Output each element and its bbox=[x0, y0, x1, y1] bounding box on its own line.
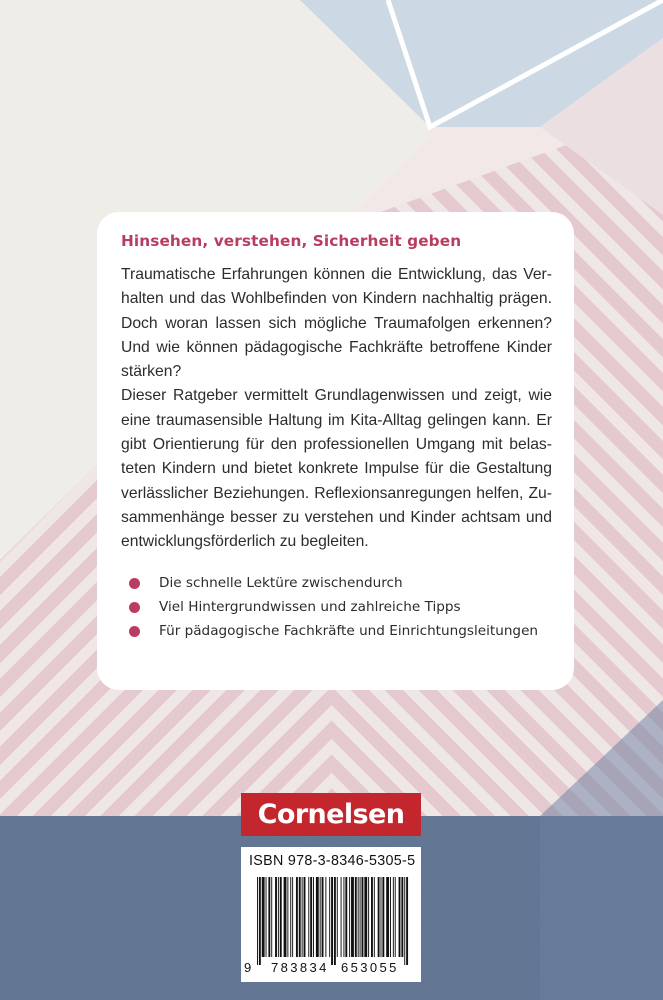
bullet-dot-icon bbox=[129, 626, 140, 637]
barcode-bar bbox=[378, 877, 380, 957]
barcode-bar bbox=[275, 877, 277, 957]
barcode-digits-left: 783834 bbox=[271, 960, 329, 975]
barcode-bar bbox=[368, 877, 369, 957]
barcode-bar bbox=[259, 877, 261, 965]
barcode-bar bbox=[364, 877, 367, 957]
barcode-bar bbox=[313, 877, 314, 957]
barcode-bar bbox=[325, 877, 326, 957]
barcode-digit-lead: 9 bbox=[244, 960, 252, 975]
barcode-bar bbox=[349, 877, 350, 957]
paragraph-2: Dieser Ratgeber vermittelt Grundlagenwissen und zeigt, wie eine traumasensible Haltung im Kita-Alltag gelingen kann. Er gibt Orientierung für den professionellen Umgang mit belasteten Kindern und bietet konkrete Impulse für die Gestaltung verlässlicher Beziehungen. Reflexionsanregungen helfen, Zusammenhänge besser zu verstehen und Kinder achtsam und entwicklungsförderlich zu begleiten. bbox=[121, 387, 552, 551]
barcode-bar bbox=[278, 877, 279, 957]
list-item-text: Für pädagogische Fachkräfte und Einrichtungsleitungen bbox=[159, 622, 539, 639]
barcode-bar bbox=[310, 877, 312, 957]
list-item bbox=[121, 572, 552, 594]
barcode-bar bbox=[401, 877, 403, 957]
bullet-dot-icon bbox=[129, 578, 140, 589]
barcode-bar bbox=[280, 877, 282, 957]
barcode-bar bbox=[404, 877, 405, 965]
barcode-bar bbox=[390, 877, 391, 957]
barcode-bar bbox=[262, 877, 265, 957]
card-body bbox=[121, 263, 552, 555]
barcode-bar bbox=[355, 877, 357, 957]
barcode-bar bbox=[316, 877, 319, 957]
isbn-label: ISBN 978-3-8346-5305-5 bbox=[249, 853, 416, 869]
barcode-bar bbox=[362, 877, 364, 957]
barcode-bar bbox=[308, 877, 309, 957]
barcode-bar bbox=[304, 877, 306, 957]
barcode-bar bbox=[287, 877, 288, 957]
barcode-bar bbox=[371, 877, 373, 957]
barcode-digits-right: 653055 bbox=[341, 960, 399, 975]
barcode-bar bbox=[329, 877, 330, 957]
barcode-bar bbox=[284, 877, 287, 957]
barcode-bar bbox=[345, 877, 347, 957]
barcode-bar bbox=[302, 877, 303, 957]
list-item-text: Die schnelle Lektüre zwischendurch bbox=[159, 574, 403, 591]
list-item bbox=[121, 620, 552, 642]
barcode-bar bbox=[299, 877, 301, 957]
isbn-barcode-box bbox=[241, 847, 421, 982]
barcode-bar bbox=[322, 877, 324, 957]
barcode-bar bbox=[358, 877, 359, 957]
barcode-bar bbox=[399, 877, 401, 957]
description-card bbox=[97, 212, 574, 690]
barcode-bar bbox=[290, 877, 291, 957]
barcode bbox=[257, 877, 409, 965]
barcode-bar bbox=[343, 877, 344, 957]
barcode-bar bbox=[337, 877, 338, 957]
barcode-bar bbox=[351, 877, 354, 957]
barcode-bar bbox=[374, 877, 375, 957]
list-item-text: Viel Hintergrundwissen und zahlreiche Tipps bbox=[159, 598, 461, 615]
barcode-bar bbox=[271, 877, 272, 957]
barcode-bar bbox=[395, 877, 396, 957]
barcode-bar bbox=[296, 877, 298, 957]
barcode-bar bbox=[381, 877, 382, 957]
barcode-bar bbox=[341, 877, 342, 957]
barcode-bar bbox=[320, 877, 321, 957]
barcode-bar bbox=[334, 877, 336, 965]
feature-list bbox=[121, 572, 552, 642]
card-heading: Hinsehen, verstehen, Sicherheit geben bbox=[121, 232, 462, 250]
barcode-bar bbox=[406, 877, 408, 965]
barcode-bar bbox=[268, 877, 270, 957]
barcode-bar bbox=[393, 877, 394, 957]
cornelsen-logo: Cornelsen bbox=[241, 793, 421, 836]
list-item bbox=[121, 596, 552, 618]
barcode-bar bbox=[382, 877, 384, 957]
paragraph-1: Traumatische Erfahrungen können die Entwicklung, das Verhalten und das Wohlbefinden von Kindern nachhaltig prägen. Doch woran lassen sich mögliche Traumafolgen erkennen? Und wie können pädagogische Fachkräfte betroffene Kinder stärken? bbox=[121, 266, 552, 381]
barcode-digits bbox=[241, 960, 421, 976]
barcode-bar bbox=[331, 877, 333, 965]
barcode-bar bbox=[266, 877, 267, 957]
barcode-bar bbox=[360, 877, 361, 957]
barcode-bar bbox=[386, 877, 389, 957]
bullet-dot-icon bbox=[129, 602, 140, 613]
barcode-bar bbox=[292, 877, 293, 957]
barcode-bar bbox=[257, 877, 258, 965]
